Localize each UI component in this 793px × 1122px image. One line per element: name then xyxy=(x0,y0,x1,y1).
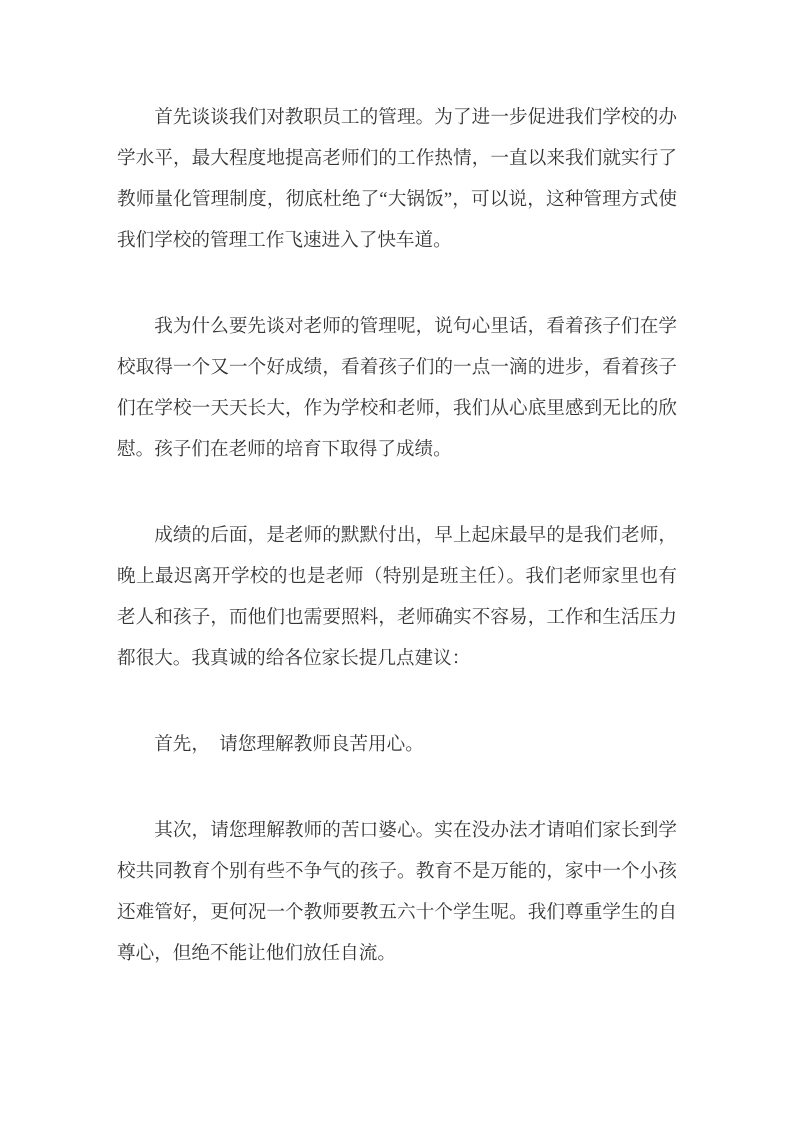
paragraph-suggestion-second: 其次，请您理解教师的苦口婆心。实在没办法才请咱们家长到学校共同教育个别有些不争气的孩子。教育不是万能的，家中一个小孩还难管好，更何况一个教师要教五六十个学生呢。我们尊重学生的自尊心，但绝不能让他们放任自流。 xyxy=(117,820,677,964)
paragraph-why-talk-teachers-first: 我为什么要先谈对老师的管理呢，说句心里话，看着孩子们在学校取得一个又一个好成绩，看着孩子们的一点一滴的进步，看着孩子们在学校一天天长大，作为学校和老师，我们从心底里感到无比的欣慰。孩子们在老师的培育下取得了成绩。 xyxy=(117,316,677,460)
paragraph-suggestion-first: 首先， 请您理解教师良苦用心。 xyxy=(154,734,424,755)
paragraph-teacher-management: 首先谈谈我们对教职员工的管理。为了进一步促进我们学校的办学水平，最大程度地提高老师们的工作热情，一直以来我们就实行了教师量化管理制度，彻底杜绝了“大锅饭”，可以说，这种管理方式使我们学校的管理工作飞速进入了快车道。 xyxy=(117,107,677,251)
paragraph-behind-the-results: 成绩的后面，是老师的默默付出，早上起床最早的是我们老师，晚上最迟离开学校的也是老师（特别是班主任）。我们老师家里也有老人和孩子，而他们也需要照料，老师确实不容易，工作和生活压力都很大。我真诚的给各位家长提几点建议： xyxy=(117,525,677,669)
